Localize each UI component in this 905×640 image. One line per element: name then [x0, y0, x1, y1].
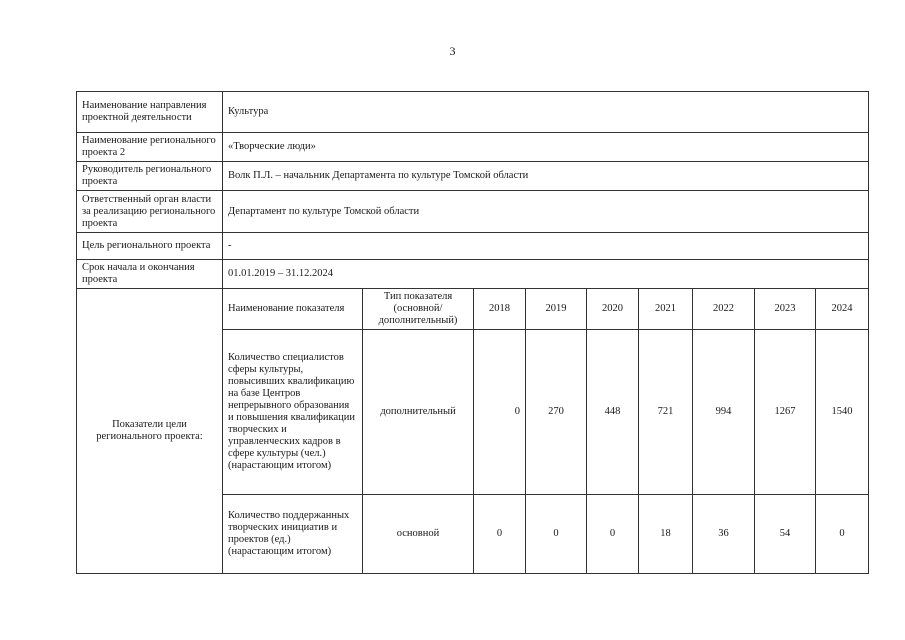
- indicators-section-label: Показатели цели регионального проекта:: [77, 289, 223, 574]
- row-head: [77, 162, 869, 191]
- project-passport-table: [76, 91, 869, 574]
- indicator-name: Количество поддержанных творческих инициатив и проектов (ед.) (нарастающим итогом): [223, 495, 363, 574]
- project-name-value: «Творческие люди»: [223, 133, 869, 162]
- indicator-value-2024: 0: [816, 495, 869, 574]
- header-year-2020: 2020: [587, 289, 639, 330]
- indicator-value-2021: 18: [639, 495, 693, 574]
- header-year-2021: 2021: [639, 289, 693, 330]
- header-indicator-name: Наименование показателя: [223, 289, 363, 330]
- indicator-value-2019: 0: [526, 495, 587, 574]
- indicator-value-2024: 1540: [816, 330, 869, 495]
- header-year-2018: 2018: [474, 289, 526, 330]
- goal-label: Цель регионального проекта: [77, 233, 223, 260]
- responsible-label: Ответственный орган власти за реализацию регионального проекта: [77, 191, 223, 233]
- period-label: Срок начала и окончания проекта: [77, 260, 223, 289]
- direction-value: Культура: [223, 92, 869, 133]
- head-label: Руководитель регионального проекта: [77, 162, 223, 191]
- indicator-value-2018: 0: [474, 330, 526, 495]
- indicator-type: основной: [363, 495, 474, 574]
- indicator-name: Количество специалистов сферы культуры, повысивших квалификацию на базе Центров непрерывного образования и повышения квалификации творческих и управленческих кадров в сфере культуры (чел.) (нарастающим итогом): [223, 330, 363, 495]
- indicator-value-2018: 0: [474, 495, 526, 574]
- responsible-value: Департамент по культуре Томской области: [223, 191, 869, 233]
- indicator-value-2023: 54: [755, 495, 816, 574]
- row-responsible: [77, 191, 869, 233]
- page-number: 3: [449, 44, 456, 58]
- row-goal: [77, 233, 869, 260]
- header-year-2022: 2022: [693, 289, 755, 330]
- row-period: [77, 260, 869, 289]
- indicator-value-2022: 994: [693, 330, 755, 495]
- header-year-2023: 2023: [755, 289, 816, 330]
- goal-value: -: [223, 233, 869, 260]
- period-value: 01.01.2019 – 31.12.2024: [223, 260, 869, 289]
- indicator-value-2023: 1267: [755, 330, 816, 495]
- indicator-value-2020: 448: [587, 330, 639, 495]
- indicator-value-2022: 36: [693, 495, 755, 574]
- indicator-value-2021: 721: [639, 330, 693, 495]
- header-year-2019: 2019: [526, 289, 587, 330]
- row-direction: [77, 92, 869, 133]
- header-year-2024: 2024: [816, 289, 869, 330]
- head-value: Волк П.Л. – начальник Департамента по культуре Томской области: [223, 162, 869, 191]
- indicator-value-2020: 0: [587, 495, 639, 574]
- row-project-name: [77, 133, 869, 162]
- indicator-type: дополнительный: [363, 330, 474, 495]
- direction-label: Наименование направления проектной деятельности: [77, 92, 223, 133]
- indicators-header-row: [77, 289, 869, 330]
- project-name-label: Наименование регионального проекта 2: [77, 133, 223, 162]
- header-indicator-type: Тип показателя (основной/ дополнительный): [363, 289, 474, 330]
- indicator-value-2019: 270: [526, 330, 587, 495]
